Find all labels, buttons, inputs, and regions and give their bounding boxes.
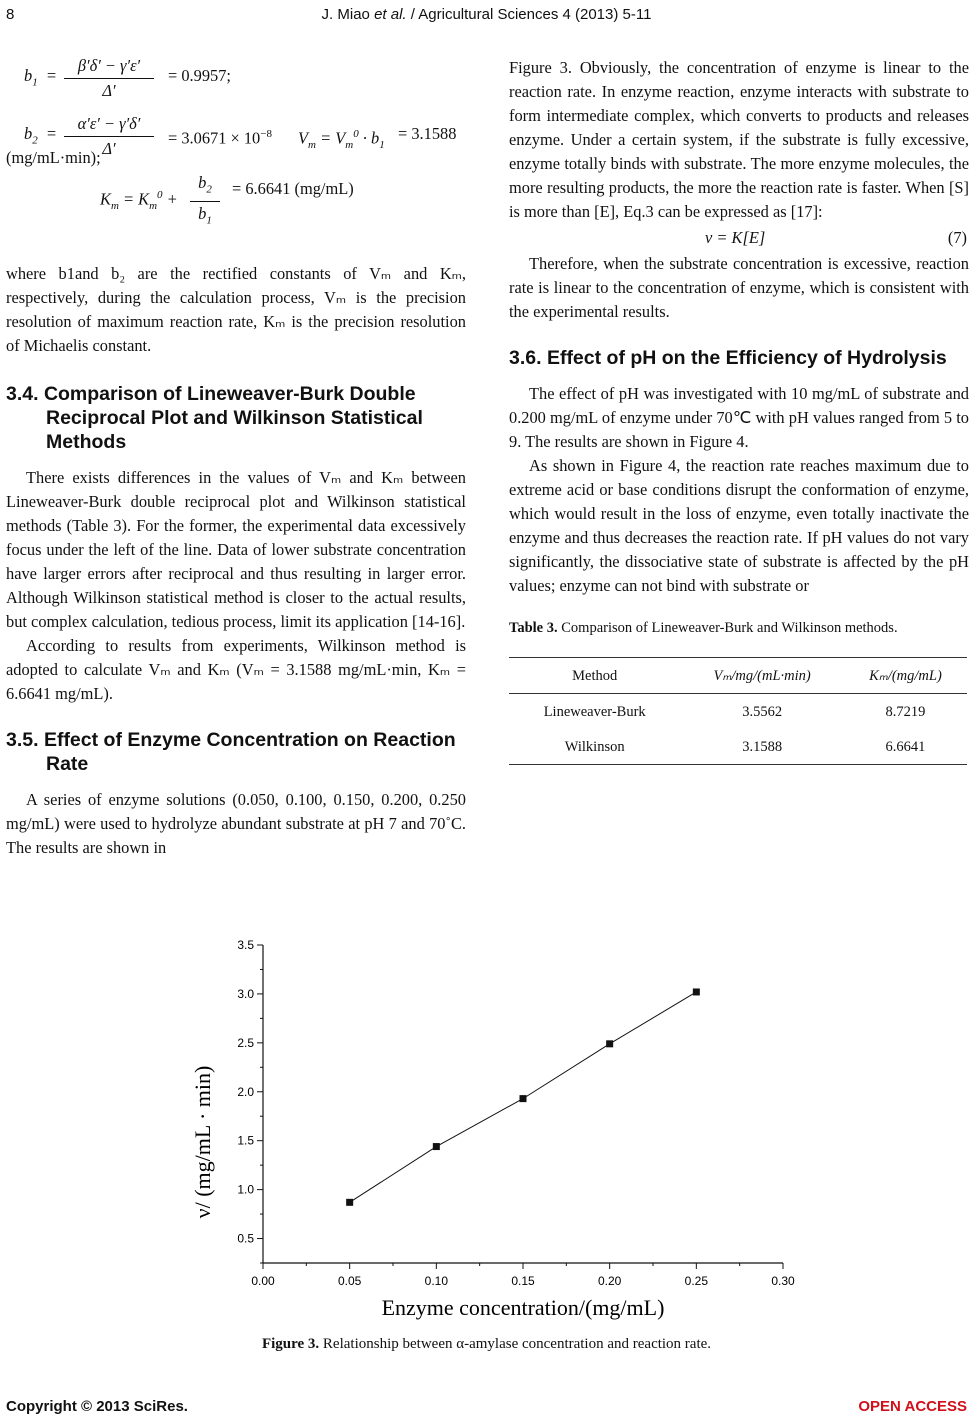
x-tick-label: 0.20 bbox=[597, 1274, 622, 1288]
copyright: Copyright © 2013 SciRes. bbox=[6, 1398, 188, 1415]
table-cell: 3.5562 bbox=[742, 703, 783, 720]
heading-3-6: 3.6. Effect of pH on the Efficiency of Hydrolysis bbox=[509, 347, 947, 369]
table-row bbox=[509, 729, 967, 765]
eq-km: $K_m = K_m^0$ + bbox=[100, 189, 178, 212]
x-tick-label: 0.15 bbox=[511, 1274, 535, 1288]
table-header-cell: Vₘ/mg/(mL·min) bbox=[680, 658, 844, 694]
heading-3-4: 3.4. Comparison of Lineweaver-Burk Double Reciprocal Plot and Wilkinson Statistical Methods bbox=[6, 383, 423, 453]
table-header-row bbox=[509, 658, 967, 694]
eq-km-fraction: $\frac{b_2}{b_1}$ bbox=[190, 171, 220, 233]
table-header-cell: Kₘ/(mg/mL) bbox=[844, 658, 967, 694]
table-cell: Wilkinson bbox=[509, 729, 680, 765]
eq-units: (mg/mL·min); bbox=[6, 148, 101, 167]
y-tick-label: 2.5 bbox=[237, 1035, 254, 1050]
figure-3 bbox=[170, 930, 820, 1330]
data-point bbox=[693, 988, 700, 995]
paragraph-3-4-b: According to results from experiments, Wilkinson method is adopted to calculate Vₘ and Kₘ (Vₘ = 3.1588 mg/mL·min, Kₘ = 6.6641 mg/mL). bbox=[6, 636, 466, 703]
data-point bbox=[346, 1199, 353, 1206]
figure-3-caption: Figure 3. Relationship between α-amylase concentration and reaction rate. bbox=[261, 1336, 712, 1352]
table-cell: 8.7219 bbox=[885, 703, 926, 720]
paragraph-3-6-b: As shown in Figure 4, the reaction rate reaches maximum due to extreme acid or base conditions disrupt the conformation of enzyme, which would result in the loss of enzyme, even totally inactivate the enzyme and thus decreases the reaction rate. If pH values do not vary significantly, the dissociative state of substrate is affected by the pH values; enzyme can not bind with substrate or bbox=[509, 456, 969, 595]
heading-3-5: 3.5. Effect of Enzyme Concentration on Reaction Rate bbox=[6, 729, 456, 775]
x-tick-label: 0.25 bbox=[684, 1274, 709, 1288]
equation-7: ν = K[E] (7) bbox=[705, 228, 967, 247]
eq-b2-value: = $3.0671 \times 10^{-8}$ bbox=[168, 128, 272, 148]
eq-b1-value: = 0.9957; bbox=[168, 66, 231, 85]
open-access-label: OPEN ACCESS bbox=[858, 1398, 967, 1415]
data-point bbox=[606, 1040, 613, 1047]
eq-vm: $V_m = V_m^0 \cdot b_1$ bbox=[298, 128, 385, 151]
paragraph-3-5-a: A series of enzyme solutions (0.050, 0.100, 0.150, 0.200, 0.250 mg/mL) were used to hydrolyze abundant substrate at pH 7 and 70˚C. The results are shown in bbox=[6, 790, 466, 857]
page-number: 8 bbox=[6, 6, 15, 23]
running-header bbox=[0, 4, 973, 26]
x-tick-label: 0.05 bbox=[337, 1274, 362, 1288]
y-tick-label: 0.5 bbox=[237, 1231, 254, 1246]
y-tick-label: 1.0 bbox=[237, 1182, 254, 1197]
data-point bbox=[433, 1143, 440, 1150]
table-3-caption: Table 3. Comparison of Lineweaver-Burk and Wilkinson methods. bbox=[509, 620, 898, 636]
table-header-cell: Method bbox=[509, 658, 680, 694]
paragraph-right-a: Figure 3. Obviously, the concentration of enzyme is linear to the reaction rate. In enzyme reaction, enzyme interacts with substrate to form intermediate complex, which converts to products and releases enzyme. Under a certain system, if the substrate is fully excessive, enzyme totally binds with substrate. The more enzyme molecules, the more resulting products, the more the reaction rate is faster. When [S] is more than [E], Eq.3 can be expressed as [17]: bbox=[509, 58, 969, 221]
left-column bbox=[6, 56, 466, 860]
right-column bbox=[509, 56, 969, 765]
x-axis-label: Enzyme concentration/(mg/mL) bbox=[381, 1295, 665, 1320]
table-cell: 3.1588 bbox=[680, 729, 844, 765]
eq-b2-symbol: $b_2$ = bbox=[24, 124, 57, 147]
table-cell: 6.6641 bbox=[844, 729, 967, 765]
x-tick-label: 0.00 bbox=[251, 1274, 275, 1288]
data-point bbox=[520, 1095, 527, 1102]
eq-vm-value: = 3.1588 bbox=[398, 124, 457, 143]
eq-b1-symbol: $b_1$ = bbox=[24, 66, 57, 89]
y-tick-label: 3.0 bbox=[237, 986, 254, 1001]
y-tick-label: 1.5 bbox=[237, 1133, 254, 1148]
paragraph-3-4-a: There exists differences in the values of Vₘ and Kₘ between Lineweaver-Burk double reciprocal plot and Wilkinson statistical methods (Table 3). For the former, the experimental data excessively focus under the left of the line. Data of lower substrate concentration have larger errors after reciprocal and thus resulting in larger error. Although Wilkinson statistical method is closer to the actual results, but complex calculation, tedious process, limit its application [14-16]. bbox=[6, 468, 466, 631]
where-paragraph: where b1and b₂ are the rectified constants of Vₘ and Kₘ, respectively, during the calculation process, Vₘ is the precision resolution of maximum reaction rate, Kₘ is the precision resolution of Michaelis constant. bbox=[6, 264, 466, 355]
table-row bbox=[509, 694, 967, 730]
paragraph-right-b: Therefore, when the substrate concentration is excessive, reaction rate is linear to the concentration of enzyme, which is consistent with the experimental results. bbox=[509, 254, 969, 321]
eq-km-value: = 6.6641 (mg/mL) bbox=[232, 179, 354, 198]
chart-axes bbox=[237, 938, 795, 1288]
table-cell: Lineweaver-Burk bbox=[543, 703, 646, 720]
figure-3-chart bbox=[170, 930, 820, 1330]
equation-block bbox=[6, 56, 466, 227]
x-tick-label: 0.10 bbox=[424, 1274, 449, 1288]
y-axis-label: ν/ (mg/mL · min) bbox=[190, 1065, 215, 1219]
eq-b1-fraction: $\frac{\beta'\delta' - \gamma'\varepsilon'}{\Delta'}$ bbox=[64, 54, 154, 103]
x-tick-label: 0.30 bbox=[771, 1274, 795, 1288]
y-tick-label: 2.0 bbox=[237, 1084, 254, 1099]
eq-b2-fraction: $\frac{\alpha'\varepsilon' - \gamma'\delta'}{\Delta'}$ bbox=[64, 112, 154, 161]
running-head: J. Miao et al. / Agricultural Sciences 4 (2013) 5-11 bbox=[321, 6, 652, 23]
paragraph-3-6-a: The effect of pH was investigated with 10 mg/mL of substrate and 0.200 mg/mL of enzyme under 70℃ with pH values ranged from 5 to 9. The results are shown in Figure 4. bbox=[509, 384, 969, 451]
y-tick-label: 3.5 bbox=[237, 938, 254, 952]
table-3 bbox=[509, 657, 967, 765]
